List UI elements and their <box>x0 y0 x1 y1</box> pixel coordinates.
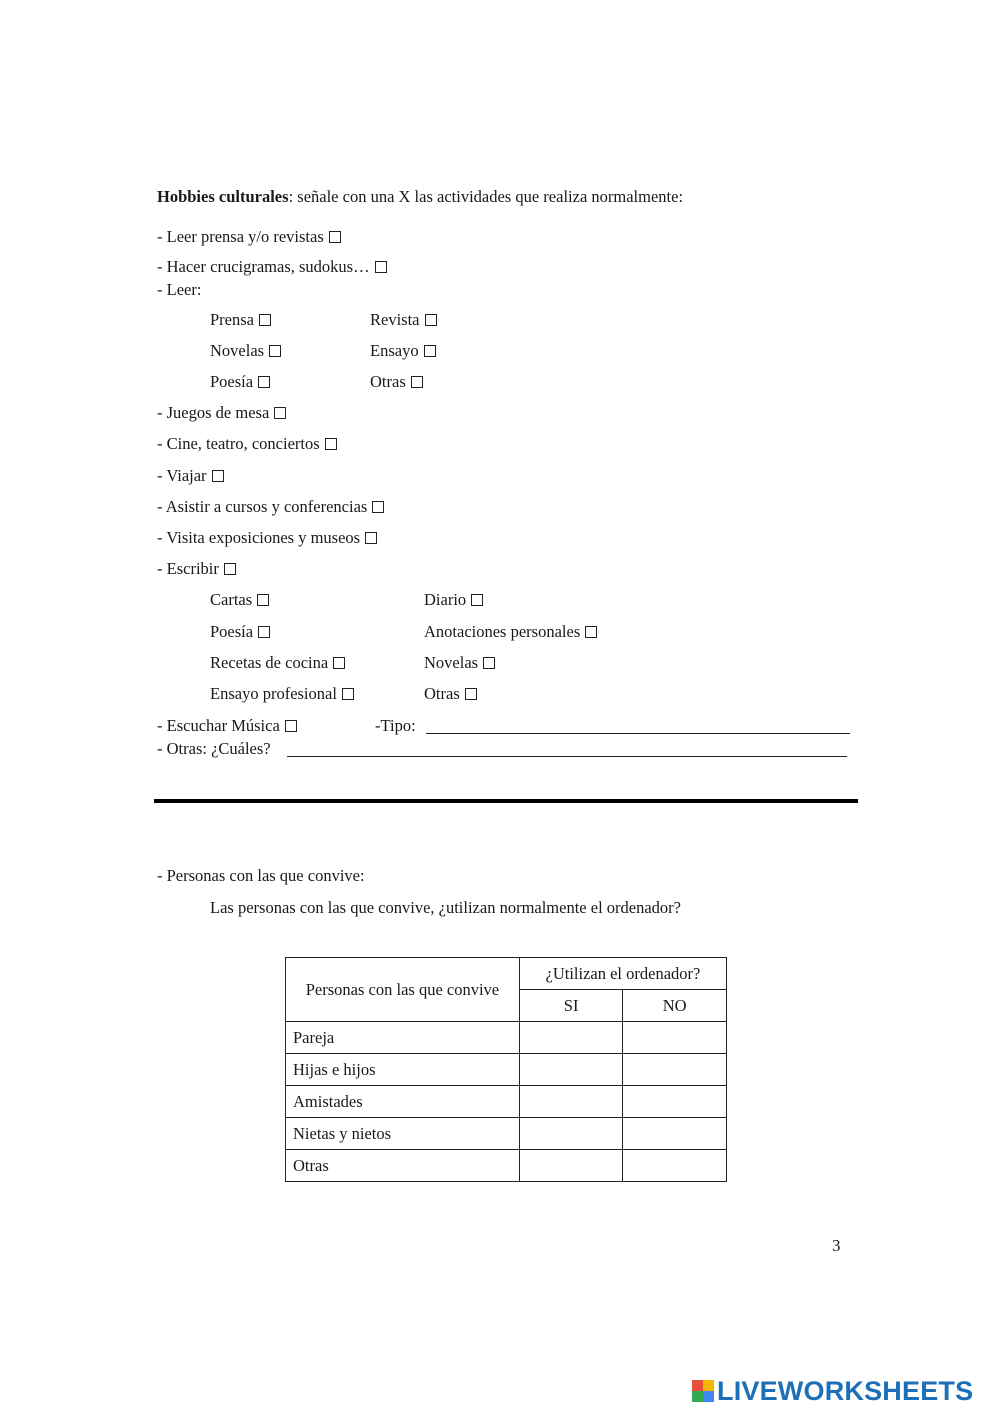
section-heading <box>157 187 683 207</box>
item-label: - Juegos de mesa <box>157 403 270 422</box>
leer-option-revista <box>370 310 437 330</box>
leer-option-prensa <box>210 310 271 330</box>
cell-no[interactable] <box>623 1118 727 1150</box>
item-label: - Visita exposiciones y museos <box>157 528 361 547</box>
item-leer-prensa <box>157 227 341 247</box>
item-label: - Leer: <box>157 280 202 299</box>
checkbox-juegos[interactable] <box>274 407 286 419</box>
checkbox-cursos[interactable] <box>372 501 384 513</box>
option-label: Cartas <box>210 590 253 609</box>
item-cine <box>157 434 337 454</box>
item-label: - Cine, teatro, conciertos <box>157 434 320 453</box>
item-cursos <box>157 497 384 517</box>
checkbox-cartas[interactable] <box>257 594 269 606</box>
checkbox-prensa[interactable] <box>259 314 271 326</box>
escribir-option-poesia <box>210 622 270 642</box>
option-label: Ensayo profesional <box>210 684 337 703</box>
header-utilizan: ¿Utilizan el ordenador? <box>519 958 726 990</box>
item-leer <box>157 280 201 300</box>
leer-option-otras <box>370 372 423 392</box>
checkbox-revista[interactable] <box>425 314 437 326</box>
item-label: - Escuchar Música <box>157 716 280 735</box>
checkbox-ensayo[interactable] <box>424 345 436 357</box>
row-label: Hijas e hijos <box>286 1054 520 1086</box>
checkbox-ensayo-profesional[interactable] <box>342 688 354 700</box>
section-divider <box>154 799 858 803</box>
escribir-option-ensayo <box>210 684 354 704</box>
checkbox-otras-leer[interactable] <box>411 376 423 388</box>
checkbox-escribir[interactable] <box>224 563 236 575</box>
brand-logo <box>692 1376 973 1406</box>
item-label: - Escribir <box>157 559 219 578</box>
option-label: Ensayo <box>370 341 419 360</box>
escribir-option-otras <box>424 684 477 704</box>
option-label: Diario <box>424 590 467 609</box>
escribir-option-novelas <box>424 653 495 673</box>
option-label: Novelas <box>424 653 479 672</box>
header-no: NO <box>623 990 727 1022</box>
row-label: Amistades <box>286 1086 520 1118</box>
checkbox-viajar[interactable] <box>212 470 224 482</box>
item-viajar <box>157 466 224 486</box>
option-label: Anotaciones personales <box>424 622 581 641</box>
item-musica <box>157 716 297 736</box>
checkbox-diario[interactable] <box>471 594 483 606</box>
table-row <box>286 1118 727 1150</box>
option-label: Recetas de cocina <box>210 653 329 672</box>
convive-label: - Personas con las que convive: <box>157 866 365 885</box>
otras-input-line[interactable] <box>287 756 847 757</box>
table-row <box>286 1022 727 1054</box>
cell-si[interactable] <box>519 1054 623 1086</box>
item-escribir <box>157 559 236 579</box>
table-row <box>286 1054 727 1086</box>
option-label: Poesía <box>210 372 254 391</box>
cell-si[interactable] <box>519 1086 623 1118</box>
checkbox-poesia[interactable] <box>258 376 270 388</box>
header-si: SI <box>519 990 623 1022</box>
item-label: - Leer prensa y/o revistas <box>157 227 324 246</box>
brand-name: LIVEWORKSHEETS <box>717 1375 974 1406</box>
checkbox-leer-prensa[interactable] <box>329 231 341 243</box>
leer-option-poesia <box>210 372 270 392</box>
liveworksheets-logo-icon <box>692 1380 714 1402</box>
checkbox-poesia-escribir[interactable] <box>258 626 270 638</box>
page-number: 3 <box>832 1236 841 1255</box>
option-label: Revista <box>370 310 420 329</box>
item-exposiciones <box>157 528 377 548</box>
checkbox-otras-escribir[interactable] <box>465 688 477 700</box>
option-label: Novelas <box>210 341 265 360</box>
checkbox-anotaciones[interactable] <box>585 626 597 638</box>
convive-table <box>285 957 727 1182</box>
checkbox-crucigramas[interactable] <box>375 261 387 273</box>
item-label: - Viajar <box>157 466 207 485</box>
heading-bold: Hobbies culturales <box>157 187 289 206</box>
item-label: - Hacer crucigramas, sudokus… <box>157 257 370 276</box>
table-row <box>286 1150 727 1182</box>
leer-option-ensayo <box>370 341 436 361</box>
escribir-option-anotaciones <box>424 622 597 642</box>
option-label: Otras <box>424 684 460 703</box>
leer-option-novelas <box>210 341 281 361</box>
row-label: Nietas y nietos <box>286 1118 520 1150</box>
escribir-option-diario <box>424 590 483 610</box>
item-label: - Asistir a cursos y conferencias <box>157 497 368 516</box>
option-label: Poesía <box>210 622 254 641</box>
row-label: Otras <box>286 1150 520 1182</box>
item-crucigramas <box>157 257 387 277</box>
checkbox-exposiciones[interactable] <box>365 532 377 544</box>
table-row <box>286 1086 727 1118</box>
otras-label: - Otras: ¿Cuáles? <box>157 739 271 758</box>
header-personas: Personas con las que convive <box>286 958 520 1022</box>
tipo-label: -Tipo: <box>375 716 416 735</box>
cell-si[interactable] <box>519 1118 623 1150</box>
cell-si[interactable] <box>519 1022 623 1054</box>
checkbox-novelas[interactable] <box>269 345 281 357</box>
convive-question: Las personas con las que convive, ¿utilizan normalmente el ordenador? <box>210 898 681 917</box>
escribir-option-cartas <box>210 590 269 610</box>
cell-no[interactable] <box>623 1022 727 1054</box>
option-label: Otras <box>370 372 406 391</box>
checkbox-novelas-escribir[interactable] <box>483 657 495 669</box>
checkbox-cine[interactable] <box>325 438 337 450</box>
tipo-input-line[interactable] <box>426 733 850 734</box>
checkbox-musica[interactable] <box>285 720 297 732</box>
row-label: Pareja <box>286 1022 520 1054</box>
checkbox-recetas[interactable] <box>333 657 345 669</box>
item-juegos <box>157 403 286 423</box>
option-label: Prensa <box>210 310 254 329</box>
table-header-row <box>286 958 727 990</box>
escribir-option-recetas <box>210 653 345 673</box>
cell-no[interactable] <box>623 1086 727 1118</box>
cell-no[interactable] <box>623 1054 727 1086</box>
cell-no[interactable] <box>623 1150 727 1182</box>
cell-si[interactable] <box>519 1150 623 1182</box>
heading-text: : señale con una X las actividades que realiza normalmente: <box>288 187 684 206</box>
